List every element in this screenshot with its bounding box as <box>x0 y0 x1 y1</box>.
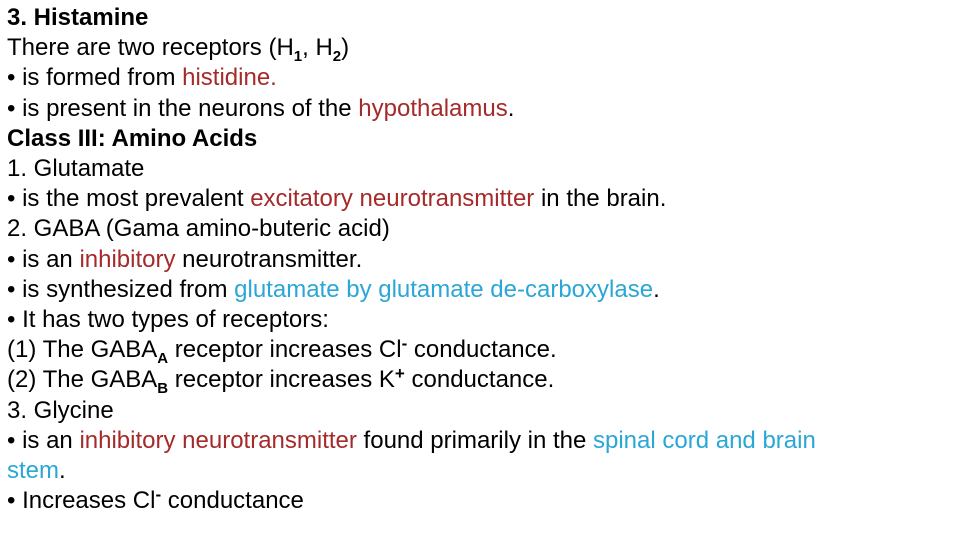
histamine-bullet-formed <box>7 63 952 93</box>
histamine-receptors-line <box>7 33 952 66</box>
receptor-subscript-b: B <box>157 380 169 398</box>
gaba-b-receptor-line <box>7 364 952 398</box>
gaba-a-receptor-line <box>7 334 952 368</box>
slide-body <box>7 3 952 516</box>
highlight-spinal-cord: spinal cord and brain <box>593 426 816 454</box>
chloride-superscript: - <box>155 485 162 505</box>
bullet-text-mid: found primarily in the <box>356 426 593 454</box>
histamine-heading: 3. Histamine <box>7 4 149 31</box>
highlight-histidine: histidine. <box>182 64 277 92</box>
glycine-bullet-chloride <box>7 486 952 516</box>
receptor-subscript-1: 1 <box>293 48 303 66</box>
receptors-text-pre: There are two receptors (H <box>7 34 294 62</box>
bullet-text: • is an <box>7 426 80 454</box>
highlight-hypothalamus: hypothalamus <box>358 94 508 122</box>
bullet-text-end: . <box>507 94 515 122</box>
class-heading: Class III: Amino Acids <box>7 124 258 152</box>
bullet-text-end: . <box>653 275 660 303</box>
receptors-text-mid: , H <box>302 34 333 62</box>
receptor-text-end: conductance. <box>407 336 557 364</box>
glutamate-heading: 1. Glutamate <box>7 155 145 183</box>
bullet-text: • is formed from <box>7 64 183 92</box>
highlight-stem: stem <box>7 457 60 485</box>
highlight-excitatory: excitatory neurotransmitter <box>250 185 535 213</box>
receptor-text-end: conductance. <box>404 366 555 394</box>
glycine-bullet-continuation <box>7 456 952 486</box>
receptors-text-post: ) <box>341 34 350 62</box>
receptor-subscript-a: A <box>157 350 169 368</box>
bullet-text: • is synthesized from <box>7 275 235 303</box>
highlight-inhibitory-neurotransmitter: inhibitory neurotransmitter <box>79 426 357 454</box>
receptor-text-mid: receptor increases Cl <box>168 336 402 364</box>
glycine-bullet-inhibitory <box>7 426 952 456</box>
gaba-bullet-synthesized <box>7 275 952 305</box>
highlight-inhibitory: inhibitory <box>79 245 176 273</box>
glycine-heading: 3. Glycine <box>7 396 114 424</box>
bullet-text: • is an <box>7 245 80 273</box>
gaba-bullet-inhibitory <box>7 245 952 275</box>
receptor-text-pre: (2) The GABA <box>7 366 158 394</box>
receptor-text-mid: receptor increases K <box>168 366 395 394</box>
chloride-superscript: - <box>401 334 408 354</box>
bullet-text-end: . <box>59 457 66 485</box>
bullet-text-end: in the brain. <box>534 185 667 213</box>
bullet-text: • Increases Cl <box>7 487 156 515</box>
receptor-text-pre: (1) The GABA <box>7 336 158 364</box>
highlight-glutamate-decarboxylase: glutamate by glutamate de-carboxylase <box>234 275 654 303</box>
histamine-bullet-present <box>7 94 952 124</box>
bullet-text-end: neurotransmitter. <box>175 245 363 273</box>
gaba-heading: 2. GABA (Gama amino-buteric acid) <box>7 215 390 243</box>
bullet-text-end: conductance <box>161 487 304 515</box>
gaba-bullet-receptors: • It has two types of receptors: <box>7 306 329 334</box>
bullet-text: • is the most prevalent <box>7 185 251 213</box>
receptor-subscript-2: 2 <box>332 48 342 66</box>
potassium-superscript: + <box>394 364 405 384</box>
bullet-text: • is present in the neurons of the <box>7 94 359 122</box>
glutamate-bullet-prevalent <box>7 184 952 214</box>
